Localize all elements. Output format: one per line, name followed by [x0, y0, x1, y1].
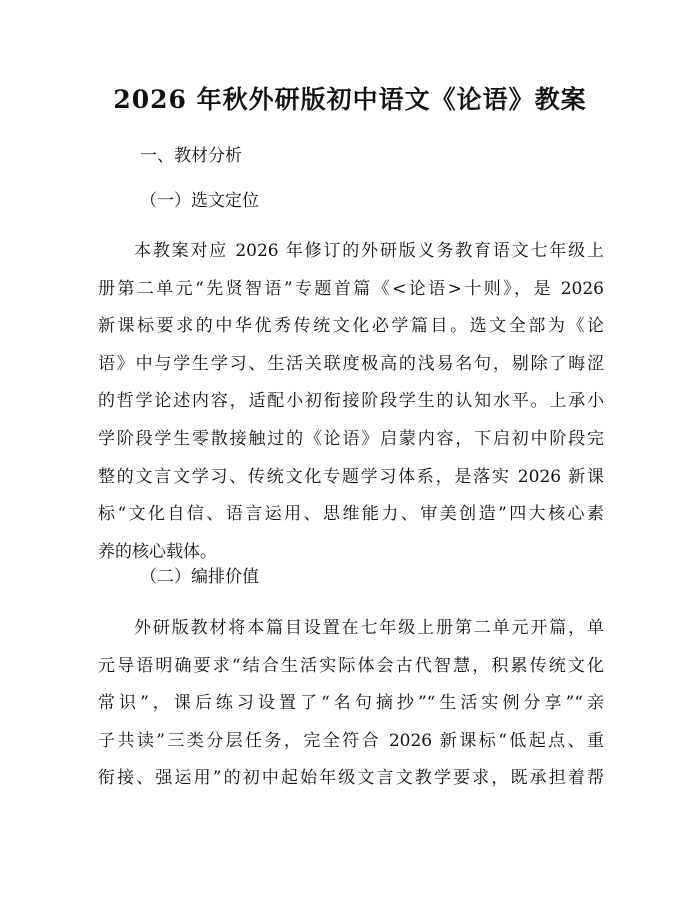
section-heading-textbook-analysis: 一、教材分析	[140, 146, 242, 166]
paragraph-line: 学阶段学生零散接触过的《论语》启蒙内容，下启初中阶段完	[98, 428, 604, 449]
paragraph-line: 本教案对应 2026 年修订的外研版义务教育语文七年级上	[134, 241, 604, 261]
paragraph-line: 外研版教材将本篇目设置在七年级上册第二单元开篇，单	[134, 618, 604, 638]
paragraph-text-positioning	[98, 233, 604, 571]
paragraph-line: 养的核心载体。	[98, 541, 217, 562]
paragraph-line: 册第二单元“先贤智语”专题首篇《<论语>十则》，是 2026	[98, 278, 604, 299]
paragraph-line: 语》中与学生学习、生活关联度极高的浅易名句，剔除了晦涩	[98, 353, 604, 374]
subsection-heading-text-positioning: （一）选文定位	[140, 191, 259, 211]
paragraph-line: 新课标要求的中华优秀传统文化必学篇目。选文全部为《论	[98, 316, 604, 337]
paragraph-line: 衔接、强运用”的初中起始年级文言文教学要求，既承担着帮	[98, 768, 604, 789]
document-title: 2026 年秋外研版初中语文《论语》教案	[113, 85, 587, 114]
paragraph-line: 常识”，课后练习设置了“名句摘抄”“生活实例分享”“亲	[98, 693, 604, 714]
paragraph-line: 标“文化自信、语言运用、思维能力、审美创造”四大核心素	[98, 504, 604, 525]
subsection-heading-arrangement-value: （二）编排价值	[140, 567, 259, 587]
paragraph-line: 子共读”三类分层任务，完全符合 2026 新课标“低起点、重	[98, 730, 604, 751]
paragraph-line: 整的文言文学习、传统文化专题学习体系，是落实 2026 新课	[98, 466, 604, 487]
paragraph-line: 元导语明确要求“结合生活实际体会古代智慧，积累传统文化	[98, 655, 604, 676]
paragraph-line: 的哲学论述内容，适配小初衔接阶段学生的认知水平。上承小	[98, 391, 604, 412]
paragraph-arrangement-value	[98, 610, 604, 798]
